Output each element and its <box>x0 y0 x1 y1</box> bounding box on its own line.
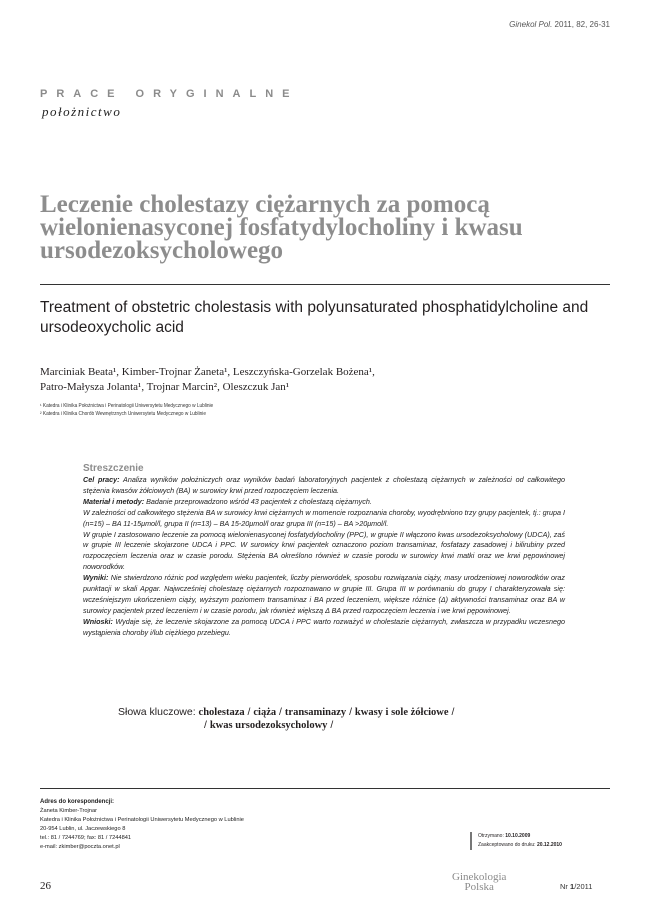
abstract-text: Analiza wyników położniczych oraz wyników badań laboratoryjnych pacjentek z cholestazą ciężarnych w zależności od całkowitego stężenia kwasów żółciowych (BA) w surowicy krwi przed rozpoczęciem leczenia. <box>83 475 565 495</box>
author-list <box>40 365 610 395</box>
issue-value: 1 <box>570 882 575 891</box>
affiliation: ¹ Katedra i Klinika Położnictwa i Perinatologii Uniwersytetu Medycznego w Lublinie <box>40 403 214 409</box>
submission-dates <box>470 832 562 850</box>
abstract-paragraph <box>83 497 565 508</box>
article-title-polish: Leczenie cholestazy ciężarnych za pomocą wielonienasyconej fosfatydylocholiny i kwasu ursodezoksycholowego <box>40 191 523 264</box>
received-date <box>478 832 562 841</box>
author-line: Patro-Małysza Jolanta¹, Trojnar Marcin², Oleszczuk Jan¹ <box>40 381 290 393</box>
abstract-paragraph <box>83 475 565 497</box>
author-line: Marciniak Beata¹, Kimber-Trojnar Żaneta¹, Leszczyńska-Gorzelak Bożena¹, <box>40 366 375 378</box>
logo-line: Ginekologia <box>452 871 507 883</box>
journal-name: Ginekol Pol. <box>509 20 553 29</box>
abstract-label: Wyniki: <box>83 573 109 583</box>
section-subtitle: położnictwo <box>42 104 122 119</box>
article-title-english: Treatment of obstetric cholestasis with polyunsaturated phosphatidylcholine and ursodeoxycholic acid <box>40 299 589 336</box>
correspondence-heading: Adres do korespondencji: <box>40 799 115 805</box>
abstract-paragraph <box>83 617 565 639</box>
accepted-value: 20.12.2010 <box>536 842 562 848</box>
accepted-label: Zaakceptowano do druku: <box>478 842 536 848</box>
keyword: transaminazy <box>284 707 347 718</box>
issue-prefix: Nr <box>560 882 568 891</box>
abstract-paragraph <box>83 573 565 617</box>
journal-volume: 2011, 82, 26-31 <box>554 20 610 29</box>
abstract-heading: Streszczenie <box>83 463 144 474</box>
keyword: kwas ursodezoksycholowy <box>209 720 328 731</box>
keyword: cholestaza <box>198 707 245 718</box>
abstract-text: Badanie przeprowadzono wśród 43 pacjentek z cholestazą ciężarnych. <box>144 496 372 506</box>
abstract-text: Wydaje się, że leczenie skojarzone za pomocą UDCA i PPC warto rozważyć w cholestazie ciężarnych, zwłaszcza w przypadku wczesnego wystąpienia choroby i/lub ciężkiego przebiegu. <box>83 616 565 637</box>
correspondence-line: Katedra i Klinika Położnictwa i Perinatologii Uniwersytetu Medycznego w Lublinie <box>40 817 244 824</box>
abstract-paragraph <box>83 508 565 530</box>
section-title: PRACE ORYGINALNE <box>40 88 299 100</box>
keyword: ciąża <box>253 707 277 718</box>
logo-line: Polska <box>464 881 494 893</box>
affiliation: ² Katedra i Klinika Chorób Wewnętrznych Uniwersytetu Medycznego w Lublinie <box>40 410 206 417</box>
keywords: Słowa kluczowe: cholestaza / ciąża / transaminazy / kwasy i sole żółciowe / / kwas ursodezoksycholowy / <box>118 706 455 731</box>
abstract-label: Materiał i metody: <box>83 496 145 506</box>
received-value: 10.10.2009 <box>505 833 531 839</box>
correspondence-line: e-mail: zkimber@poczta.onet.pl <box>40 844 120 851</box>
abstract <box>83 463 565 639</box>
abstract-text: W zależności od całkowitego stężenia BA w surowicy krwi ciężarnych w momencie rozpoznania choroby, wyodrębniono trzy grupy pacjentek, tj.: grupa I (n=15) – BA 11-15μmol/l, grupa II (n=13) – BA 15-20μmol/l oraz grupa III (n=15) – BA >20μmol/l. <box>83 507 565 528</box>
abstract-label: Wnioski: <box>83 616 113 626</box>
abstract-paragraph <box>83 530 565 574</box>
correspondence-address <box>40 798 244 853</box>
page-number: 26 <box>40 880 51 892</box>
correspondence-line: tel.: 81 / 7244769; fax: 81 / 7244841 <box>40 835 132 842</box>
abstract-text: Nie stwierdzono różnic pod względem wieku pacjentek, liczby pierworódek, sposobu rozwiązania ciąży, masy urodzeniowej noworodków oraz punktacji w skali Apgar. Najwcześniej cholestazę ciężarnych rozpoznawano w grupie III. Grupa III w porównaniu do grupy I charakteryzowała się: wcześniejszym ukończeniem ciąży, wyższym poziomem transaminaz i BA przed leczeniem, większe różnice (Δ) aktywności transaminaz oraz BA w surowicy pacjentek przed leczeniem i w czasie porodu, jak również większą Δ BA przed rozpoczęciem leczenia i we krwi pępowinowej. <box>83 573 565 615</box>
affiliations <box>40 403 222 418</box>
issue-year: /2011 <box>574 882 593 891</box>
keywords-label: Słowa kluczowe: <box>118 706 196 718</box>
abstract-text: W grupie I zastosowano leczenie za pomocą wielonienasyconej fosfatydylocholiny (PPC), w grupie II włączono kwas ursodezoksycholowy (UDCA), zaś w grupie III leczenie skojarzone UDCA i PPC. W surowicy krwi pacjentek oznaczono poziom transaminaz, fosfatazy zasadowej i bilirubiny przed rozpoczęciem leczenia oraz w czasie porodu. Stężenia BA określono również w czasie porodu w surowicy krwi matki oraz we krwi pępowinowej noworodków. <box>83 529 565 572</box>
journal-logo <box>452 872 506 892</box>
title-divider <box>40 284 610 285</box>
keyword: kwasy i sole żółciowe <box>354 707 449 718</box>
correspondence-line: Żaneta Kimber-Trojnar <box>40 808 97 815</box>
footer-divider <box>40 788 610 789</box>
issue-number <box>560 882 592 891</box>
received-label: Otrzymano: <box>478 833 504 839</box>
journal-reference <box>509 20 610 29</box>
accepted-date <box>478 841 562 850</box>
correspondence-line: 20-954 Lublin, ul. Jaczewskiego 8 <box>40 826 126 833</box>
abstract-label: Cel pracy: <box>83 475 120 484</box>
